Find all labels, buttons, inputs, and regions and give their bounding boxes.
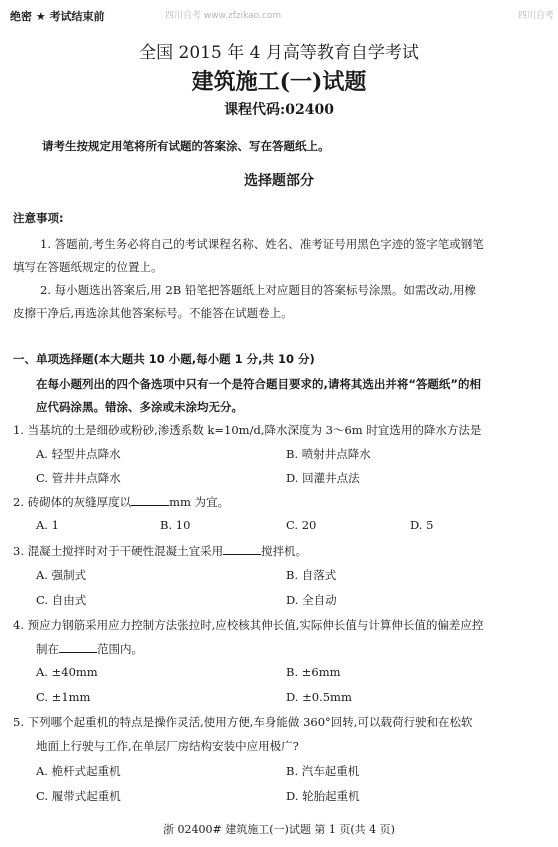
question-4-text-line-1: 4. 预应力钢筋采用应力控制方法张拉时,应校核其伸长值,实际伸长值与计算伸长值的偏差应控 — [13, 618, 484, 632]
question-3-option-a: A. 强制式 — [36, 568, 87, 582]
question-4-text-before: 制在 — [36, 642, 59, 656]
question-3-text-after: 搅拌机。 — [261, 544, 308, 558]
exam-title: 全国 2015 年 4 月高等教育自学考试 — [139, 43, 419, 63]
note-item-2-line-1: 2. 每小题选出答案后,用 2B 铅笔把答题纸上对应题目的答案标号涂黑。如需改动,用橡 — [40, 283, 477, 297]
section-heading: 一、单项选择题(本大题共 10 小题,每小题 1 分,共 10 分) — [13, 352, 315, 366]
question-3-text-before: 3. 混凝土搅拌时对于干硬性混凝土宜采用 — [13, 544, 224, 558]
question-3-option-d: D. 全自动 — [286, 593, 337, 607]
page-footer: 浙 02400# 建筑施工(一)试题 第 1 页(共 4 页) — [163, 823, 395, 836]
question-2-option-d: D. 5 — [410, 518, 434, 532]
question-4-text-line-2 — [36, 641, 143, 657]
question-2-blank — [131, 495, 169, 506]
question-4-option-b: B. ±6mm — [286, 665, 341, 679]
question-3-option-c: C. 自由式 — [36, 593, 87, 607]
question-4-blank — [59, 642, 97, 653]
question-5-option-c: C. 履带式起重机 — [36, 789, 121, 803]
question-1-option-d: D. 回灌井点法 — [286, 471, 360, 485]
question-2-option-b: B. 10 — [160, 518, 191, 532]
question-1-option-a: A. 轻型井点降水 — [36, 447, 121, 461]
watermark-corner: 四川自考 — [518, 11, 555, 21]
question-5-option-d: D. 轮胎起重机 — [286, 789, 360, 803]
notes-heading: 注意事项: — [13, 211, 64, 225]
question-2-option-c: C. 20 — [286, 518, 317, 532]
section-description-line-1: 在每小题列出的四个备选项中只有一个是符合题目要求的,请将其选出并将“答题纸”的相 — [36, 377, 481, 391]
question-2-text-before: 2. 砖砌体的灰缝厚度以 — [13, 495, 132, 509]
secret-label: 绝密 ★ 考试结束前 — [10, 10, 105, 23]
question-5-option-a: A. 桅杆式起重机 — [36, 764, 121, 778]
question-4-option-c: C. ±1mm — [36, 690, 91, 704]
question-2-text-after: mm 为宜。 — [169, 495, 230, 509]
question-2-option-a: A. 1 — [36, 518, 59, 532]
question-1-option-b: B. 喷射井点降水 — [286, 447, 371, 461]
question-4-option-a: A. ±40mm — [36, 665, 98, 679]
question-1-text: 1. 当基坑的土是细砂或粉砂,渗透系数 k=10m/d,降水深度为 3～6m 时宜选用的降水方法是 — [13, 423, 482, 437]
answer-instruction: 请考生按规定用笔将所有试题的答案涂、写在答题纸上。 — [42, 139, 330, 153]
question-4-text-after: 范围内。 — [97, 642, 143, 656]
question-5-text-line-1: 5. 下列哪个起重机的特点是操作灵活,使用方便,车身能做 360°回转,可以载荷行驶和在松软 — [13, 715, 473, 729]
question-3-option-b: B. 自落式 — [286, 568, 337, 582]
section-description-line-2: 应代码涂黑。错涂、多涂或未涂均无分。 — [36, 400, 243, 414]
note-item-1-line-2: 填写在答题纸规定的位置上。 — [13, 260, 163, 274]
question-5-text-line-2: 地面上行驶与工作,在单层厂房结构安装中应用极广? — [36, 739, 299, 753]
question-2-text — [13, 494, 229, 510]
subject-title: 建筑施工(一)试题 — [191, 69, 367, 95]
question-1-option-c: C. 管井井点降水 — [36, 471, 121, 485]
course-code: 课程代码:02400 — [224, 102, 334, 118]
question-3-blank — [223, 544, 261, 555]
note-item-2-line-2: 皮擦干净后,再选涂其他答案标号。不能答在试题卷上。 — [13, 306, 293, 320]
question-4-option-d: D. ±0.5mm — [286, 690, 352, 704]
note-item-1-line-1: 1. 答题前,考生务必将自己的考试课程名称、姓名、准考证号用黑色字迹的签字笔或钢笔 — [40, 237, 484, 251]
watermark-text: 四川自考 www.zfzikao.com — [165, 11, 282, 21]
part-title: 选择题部分 — [244, 173, 314, 189]
question-3-text — [13, 543, 307, 559]
question-5-option-b: B. 汽车起重机 — [286, 764, 360, 778]
